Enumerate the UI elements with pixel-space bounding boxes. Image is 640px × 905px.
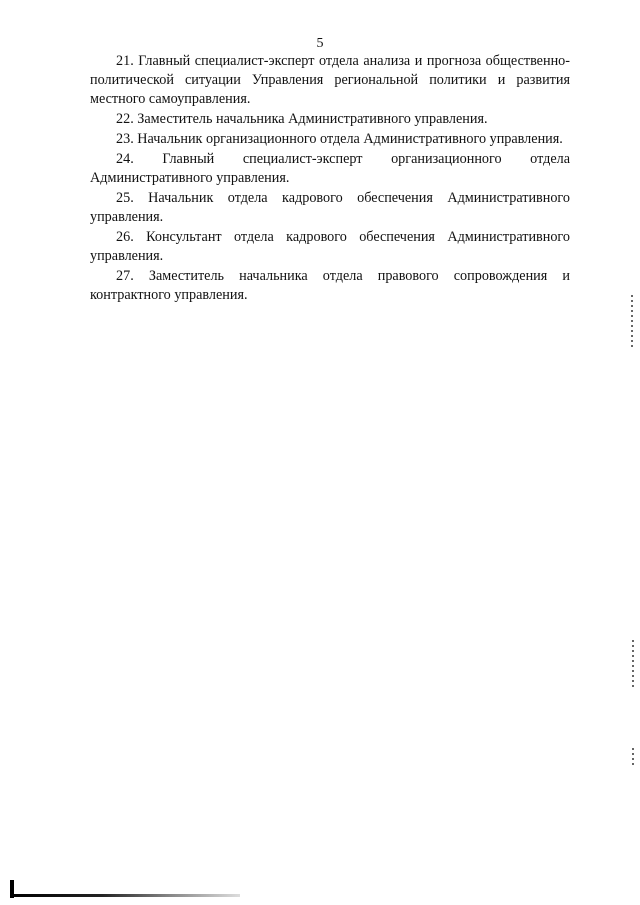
page-number: 5 — [316, 36, 324, 51]
list-item: 26. Консультант отдела кадрового обеспечения Административного управления. — [90, 229, 570, 264]
list-item: 24. Главный специалист-эксперт организационного отдела Административного управления. — [90, 151, 570, 186]
scan-artifact-right-top — [631, 295, 633, 350]
list-item: 21. Главный специалист-эксперт отдела анализа и прогноза общественно-политической ситуации Управления региональной политики и развития местного самоуправления. — [90, 53, 570, 107]
scan-artifact-bottom-edge — [10, 894, 240, 897]
list-item: 22. Заместитель начальника Административного управления. — [116, 111, 488, 127]
document-body — [90, 52, 570, 306]
list-item: 23. Начальник организационного отдела Административного управления. — [116, 131, 563, 147]
scan-artifact-right-mid — [632, 640, 634, 690]
scan-artifact-right-low — [632, 748, 634, 768]
list-item: 25. Начальник отдела кадрового обеспечения Административного управления. — [90, 190, 570, 225]
list-item: 27. Заместитель начальника отдела правового сопровождения и контрактного управления. — [90, 268, 570, 303]
